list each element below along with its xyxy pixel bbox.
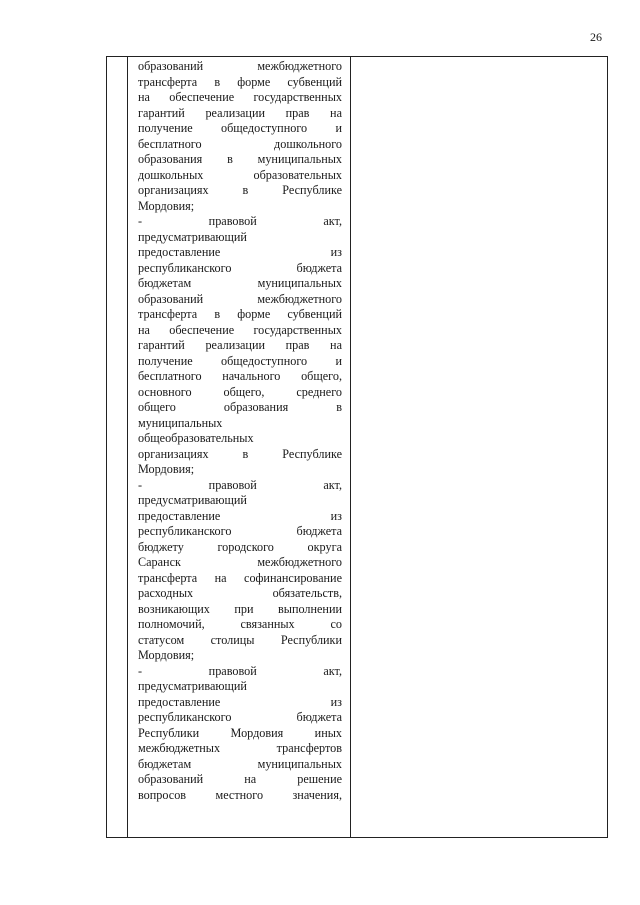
text-line: общеобразовательных [138, 431, 254, 445]
table-column-divider-2 [350, 57, 351, 837]
text-line: образований межбюджетного [138, 291, 342, 306]
text-line: Саранск межбюджетного [138, 555, 342, 569]
text-line: организациях в Республике [138, 446, 342, 461]
text-line: образований межбюджетного [138, 59, 342, 73]
text-line: образований на решение [138, 772, 342, 786]
text-line: на обеспечение государственных [138, 90, 342, 104]
text-line: трансферта в форме субвенций [138, 307, 342, 321]
text-line: бюджету городского округа [138, 539, 342, 554]
text-line: республиканского бюджета [138, 260, 342, 275]
text-line: предоставление из [138, 508, 342, 523]
text-line: полномочий, связанных со [138, 617, 342, 631]
text-line: получение общедоступного и [138, 353, 342, 368]
text-line: Мордовия; [138, 462, 195, 476]
text-line: - правовой акт, [138, 663, 342, 678]
text-line: вопросов местного значения, [138, 787, 342, 802]
text-line: дошкольных образовательных [138, 167, 342, 182]
text-line: общего образования в [138, 400, 342, 414]
table-border-left [106, 57, 107, 837]
table-border-right [607, 57, 608, 837]
table-column-divider-1 [127, 57, 128, 837]
text-line: предусматривающий [138, 229, 247, 244]
text-line: предусматривающий [138, 679, 247, 693]
text-line: республиканского бюджета [138, 524, 342, 538]
text-line: гарантий реализации прав на [138, 338, 342, 352]
text-line: гарантий реализации прав на [138, 105, 342, 120]
text-line: предусматривающий [138, 493, 247, 507]
text-line: расходных обязательств, [138, 586, 342, 600]
text-line: - правовой акт, [138, 214, 342, 228]
text-line: Республики Мордовия иных [138, 725, 342, 740]
text-line: предоставление из [138, 245, 342, 259]
text-line: республиканского бюджета [138, 710, 342, 724]
document-table [106, 56, 608, 838]
text-line: бюджетам муниципальных [138, 276, 342, 290]
text-line: возникающих при выполнении [138, 601, 342, 616]
text-line: бюджетам муниципальных [138, 756, 342, 771]
text-line: бесплатного начального общего, [138, 369, 342, 383]
text-line: на обеспечение государственных [138, 322, 342, 337]
text-line: бесплатного дошкольного [138, 136, 342, 151]
text-line: статусом столицы Республики [138, 632, 342, 647]
text-line: - правовой акт, [138, 477, 342, 492]
text-line: организациях в Республике [138, 183, 342, 197]
table-cell-text [138, 59, 342, 803]
text-line: основного общего, среднего [138, 384, 342, 399]
text-line: образования в муниципальных [138, 152, 342, 166]
text-line: Мордовия; [138, 198, 195, 213]
text-line: трансферта в форме субвенций [138, 74, 342, 89]
text-line: Мордовия; [138, 648, 195, 662]
text-line: муниципальных [138, 415, 223, 430]
text-line: предоставление из [138, 694, 342, 709]
page-number: 26 [590, 30, 602, 44]
text-line: получение общедоступного и [138, 121, 342, 135]
text-line: трансферта на софинансирование [138, 570, 342, 585]
text-line: межбюджетных трансфертов [138, 741, 342, 755]
